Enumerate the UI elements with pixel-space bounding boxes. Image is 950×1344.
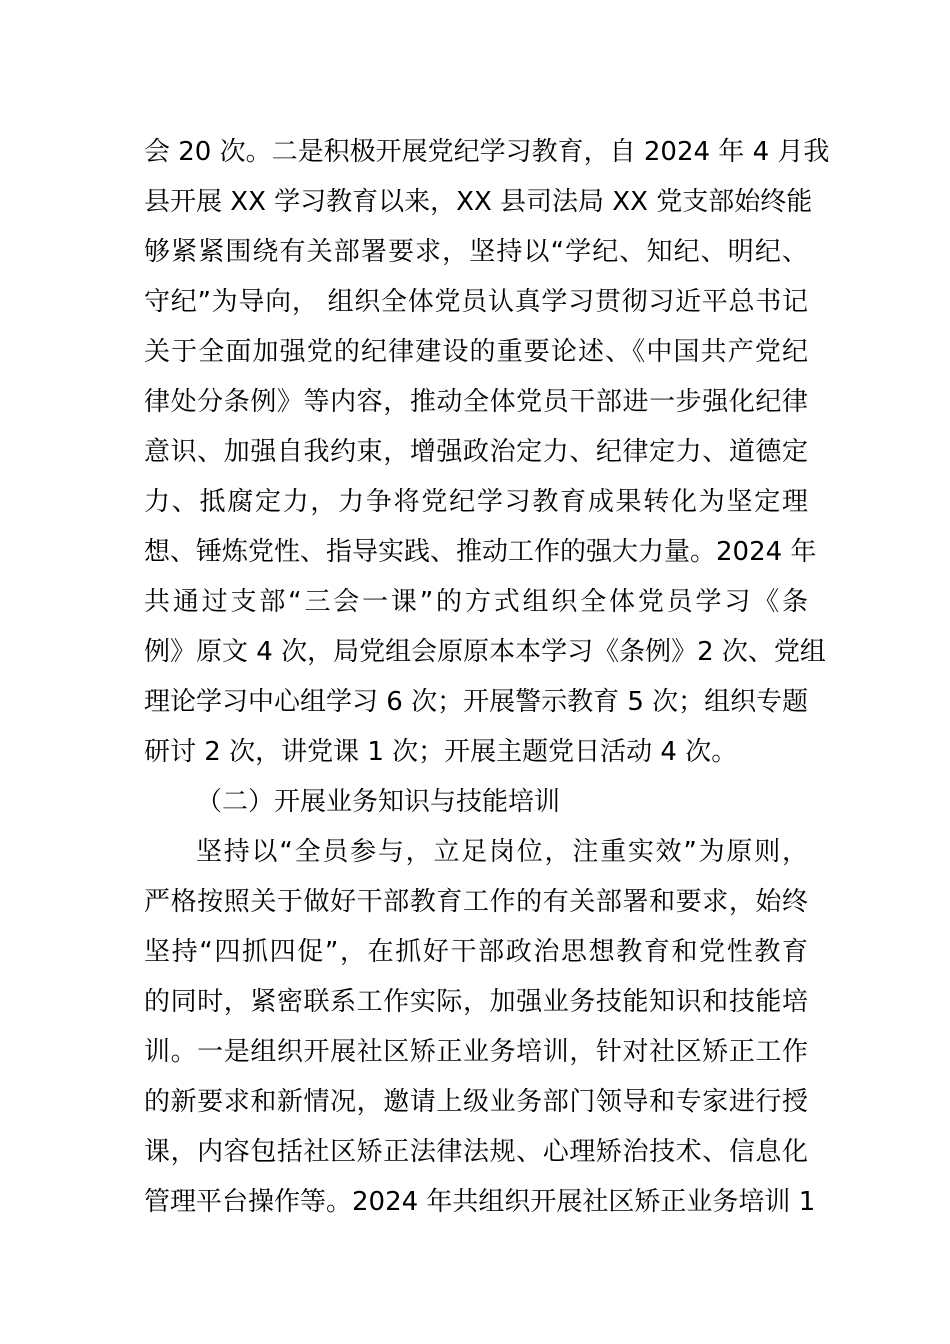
- paragraph-line: 共通过支部“三会一课”的方式组织全体党员学习《条: [144, 587, 808, 617]
- paragraph-line: 训。一是组织开展社区矫正业务培训，针对社区矫正工作: [144, 1037, 808, 1067]
- paragraph-line: 课，内容包括社区矫正法律法规、心理矫治技术、信息化: [144, 1137, 808, 1167]
- paragraph-line: 理论学习中心组学习 6 次；开展警示教育 5 次；组织专题: [144, 687, 809, 717]
- paragraph-line: 律处分条例》等内容，推动全体党员干部进一步强化纪律: [144, 387, 808, 417]
- paragraph-line: 坚持以“全员参与，立足岗位，注重实效”为原则，: [196, 837, 808, 867]
- paragraph-line: 研讨 2 次，讲党课 1 次；开展主题党日活动 4 次。: [144, 737, 738, 767]
- paragraph-line: 例》原文 4 次，局党组会原原本本学习《条例》2 次、党组: [144, 637, 826, 667]
- paragraph-line: 会 20 次。二是积极开展党纪学习教育，自 2024 年 4 月我: [144, 137, 830, 167]
- paragraph-line: 县开展 XX 学习教育以来，XX 县司法局 XX 党支部始终能: [144, 187, 813, 217]
- paragraph-line: 想、锤炼党性、指导实践、推动工作的强大力量。2024 年: [144, 537, 817, 567]
- paragraph-line: 够紧紧围绕有关部署要求，坚持以“学纪、知纪、明纪、: [144, 237, 808, 267]
- paragraph-line: 力、抵腐定力，力争将党纪学习教育成果转化为坚定理: [144, 487, 808, 517]
- paragraph-line: 守纪”为导向， 组织全体党员认真学习贯彻习近平总书记: [144, 287, 808, 317]
- paragraph-line: 管理平台操作等。2024 年共组织开展社区矫正业务培训 1: [144, 1187, 816, 1217]
- paragraph-line: 坚持“四抓四促”，在抓好干部政治思想教育和党性教育: [144, 937, 808, 967]
- paragraph-line: 的新要求和新情况，邀请上级业务部门领导和专家进行授: [144, 1087, 808, 1117]
- paragraph-line: 意识、加强自我约束，增强政治定力、纪律定力、道德定: [144, 437, 808, 467]
- paragraph-line: 的同时，紧密联系工作实际，加强业务技能知识和技能培: [144, 987, 808, 1017]
- paragraph-line: 关于全面加强党的纪律建设的重要论述、《中国共产党纪: [144, 337, 808, 367]
- section-heading: （二）开展业务知识与技能培训: [196, 787, 561, 817]
- paragraph-line: 严格按照关于做好干部教育工作的有关部署和要求，始终: [144, 887, 808, 917]
